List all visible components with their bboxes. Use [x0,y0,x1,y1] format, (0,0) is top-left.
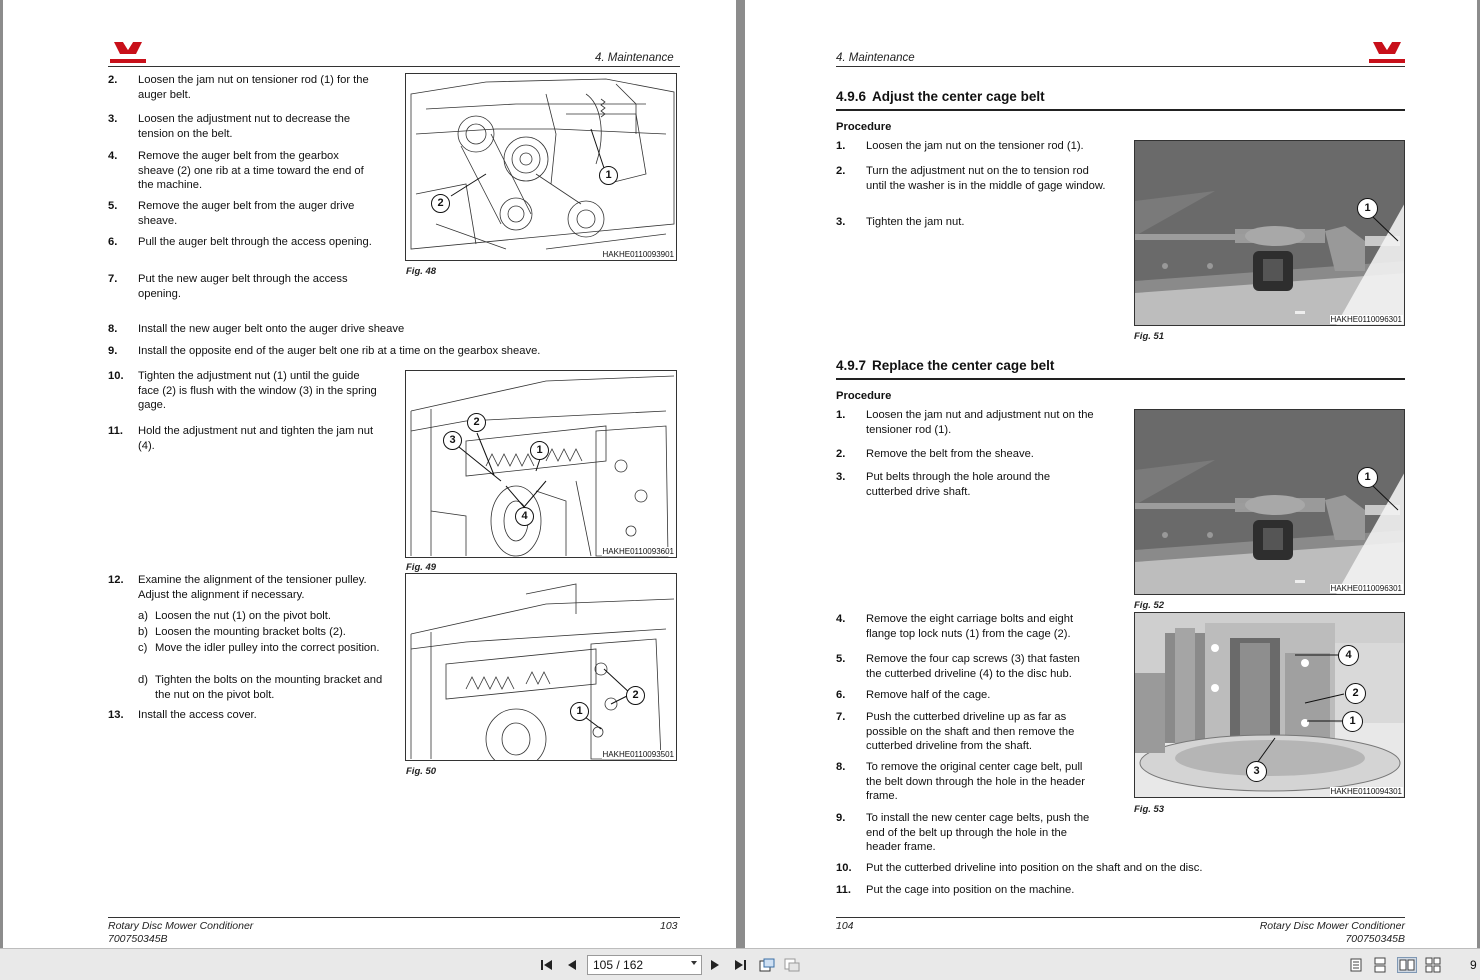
figure-code: HAKHE0110094301 [1330,787,1402,796]
figure-code: HAKHE0110096301 [1330,315,1402,324]
rotate-icon[interactable] [758,957,776,973]
figure-code: HAKHE0110093501 [602,750,674,759]
step-text: Put belts through the hole around the cutterbed drive shaft. [866,471,1051,498]
substep-text: Loosen the nut (1) on the pivot bolt. [155,610,332,622]
figure-51-caption: Fig. 51 [1134,331,1165,342]
step-text: Remove the belt from the sheave. [866,448,1034,460]
step-text: Loosen the jam nut on tensioner rod (1) for the auger belt. [138,74,369,101]
callout-1: 1 [1357,467,1378,488]
step-text: Loosen the adjustment nut to decrease the tension on the belt. [138,113,351,140]
next-page-icon[interactable] [706,957,724,973]
step-number: 7. [836,711,846,723]
callout-1: 1 [1342,711,1363,732]
figure-code: HAKHE0110093601 [602,547,674,556]
footer-doc-number: 700750345B [108,933,168,945]
step-text: Loosen the jam nut and adjustment nut on the tensioner rod (1). [866,409,1094,436]
figure-51-image [1134,140,1405,326]
step-number: 11. [108,425,123,437]
footer-page-number: 104 [836,920,854,932]
substep-letter: a) [138,610,148,622]
footer-doc-title: Rotary Disc Mower Conditioner [1259,920,1405,932]
callout-2: 2 [467,413,486,432]
figure-49-image [405,370,677,558]
procedure-label: Procedure [836,390,892,402]
callout-1: 1 [530,441,549,460]
step-number: 5. [108,200,118,212]
figure-50-caption: Fig. 50 [406,766,437,777]
step-text: Tighten the adjustment nut (1) until the guide face (2) is flush with the window (3) in the spring gage. [138,370,377,411]
figure-52-caption: Fig. 52 [1134,600,1165,611]
step-text: Loosen the jam nut on the tensioner rod (1). [866,140,1084,152]
footer-page-number: 103 [660,920,678,932]
section-title-4-9-6: 4.9.6 Adjust the center cage belt [836,89,1045,104]
substep-text: Move the idler pulley into the correct position. [155,642,380,654]
step-number: 9. [108,345,118,357]
prev-page-icon[interactable] [563,957,581,973]
step-text: Put the cage into position on the machine. [866,884,1075,896]
header-rule [836,66,1405,67]
callout-4: 4 [515,507,534,526]
footer-rule [836,917,1405,918]
brand-logo [1369,40,1405,66]
step-number: 4. [836,613,846,625]
step-number: 3. [836,471,846,483]
step-text: Install the opposite end of the auger belt one rib at a time on the gearbox sheave. [138,345,541,357]
step-text: Remove the eight carriage bolts and eight flange top lock nuts (1) from the cage (2). [866,613,1074,640]
callout-1: 1 [599,166,618,185]
step-number: 1. [836,140,846,152]
footer-rule [108,917,680,918]
step-text: Remove half of the cage. [866,689,991,701]
continuous-facing-icon[interactable] [1424,957,1442,973]
figure-48-caption: Fig. 48 [406,266,437,277]
section-rule [836,109,1405,111]
callout-1: 1 [1357,198,1378,219]
continuous-icon[interactable] [1371,957,1389,973]
figure-53-caption: Fig. 53 [1134,804,1165,815]
step-number: 10. [836,862,852,874]
procedure-label: Procedure [836,121,892,133]
step-number: 10. [108,370,124,382]
step-number: 1. [836,409,846,421]
step-number: 8. [836,761,846,773]
rotate-alt-icon[interactable] [783,957,801,973]
callout-2: 2 [626,686,645,705]
step-text: To install the new center cage belts, push the end of the belt up through the hole in the header frame. [866,812,1090,853]
footer-doc-title: Rotary Disc Mower Conditioner [108,920,254,932]
step-text: Put the new auger belt through the access opening. [138,273,348,300]
figure-53-image [1134,612,1405,798]
section-rule [836,378,1405,380]
viewer-toolbar [0,948,1480,980]
pdf-page-left: 4. Maintenance 2. Loosen the jam nut on tensioner rod (1) for the auger belt. 3. Loosen the adjustment nut to decrease the tension on the belt. 4. Remove the auger belt from the gearbox sheave (2) one rib at a time toward the end of the machine. 5. Remove the auger belt from the auger drive sheave. 6. Pull the auger belt through the access opening. 7. Put the new auger belt through the access opening. 8. Install the new auger belt onto the auger drive sheave 9. Install the opposite end of the auger belt one rib at a time on the gearbox sheave. 10. Tighten the adjustment nut (1) until the guide face (2) is flush with the window (3) in the spring gage. 11. Hold the adjustment nut and tighten the jam nut (4). 12. Examine the alignment of the tensioner pulley. Adjust the alignment if necessary. a) Loosen the nut (1) on the pivot bolt. b) Loosen the mounting bracket bolts (2). c) Move the idler pulley into the correct position. d) Tighten the bolts on the mounting bracket and the nut on the pivot bolt. 13. Install the access cover. 1 2 HAKHE0110093901 Fig. 48 1 2 3 4 HAKHE0110093601 Fig. 49 1 2 HAKHE0110093501 Fig. 50 Rotary Disc Mower Conditioner 700750345B 103 [3,0,736,948]
header-rule [108,66,680,67]
page-number-input[interactable]: 105 / 162 [587,955,702,975]
step-text: Remove the auger belt from the auger drive sheave. [138,200,355,227]
step-number: 6. [108,236,118,248]
step-text: Pull the auger belt through the access opening. [138,236,372,248]
step-number: 5. [836,653,846,665]
single-page-icon[interactable] [1347,957,1365,973]
running-head: 4. Maintenance [836,52,915,64]
figure-code: HAKHE0110096301 [1330,584,1402,593]
step-number: 7. [108,273,118,285]
chevron-down-icon[interactable] [691,961,697,965]
running-head: 4. Maintenance [595,52,674,64]
zoom-level[interactable]: 9 [1470,958,1477,972]
substep-text: Tighten the bolts on the mounting bracket and the nut on the pivot bolt. [155,674,383,701]
callout-4: 4 [1338,645,1359,666]
callout-1: 1 [570,702,589,721]
callout-2: 2 [1345,683,1366,704]
callout-3: 3 [443,431,462,450]
step-text: Tighten the jam nut. [866,216,965,228]
step-text: Turn the adjustment nut on the to tension rod until the washer is in the middle of gage window. [866,165,1106,192]
step-number: 4. [108,150,118,162]
footer-doc-number: 700750345B [1345,933,1405,945]
step-number: 2. [108,74,118,86]
substep-letter: d) [138,674,148,686]
figure-code: HAKHE0110093901 [602,250,674,259]
step-number: 6. [836,689,846,701]
step-text: Hold the adjustment nut and tighten the jam nut (4). [138,425,374,452]
substep-letter: b) [138,626,148,638]
step-number: 9. [836,812,846,824]
step-number: 2. [836,165,846,177]
brand-logo [110,40,146,66]
substep-letter: c) [138,642,148,654]
figure-49-caption: Fig. 49 [406,562,437,573]
step-number: 3. [108,113,118,125]
step-text: Remove the four cap screws (3) that fasten the cutterbed driveline (4) to the disc hub. [866,653,1080,680]
step-number: 11. [836,884,851,896]
step-number: 8. [108,323,118,335]
step-number: 3. [836,216,846,228]
callout-3: 3 [1246,761,1267,782]
step-text: Remove the auger belt from the gearbox sheave (2) one rib at a time toward the end of the machine. [138,150,364,191]
section-title-4-9-7: 4.9.7 Replace the center cage belt [836,358,1055,373]
step-number: 2. [836,448,846,460]
callout-2: 2 [431,194,450,213]
figure-50-image [405,573,677,761]
first-page-icon[interactable] [538,957,556,973]
step-text: Push the cutterbed driveline up as far as possible on the shaft and then remove the cutterbed driveline from the shaft. [866,711,1075,752]
facing-icon[interactable] [1397,957,1417,973]
figure-52-image [1134,409,1405,595]
step-text: Put the cutterbed driveline into position on the shaft and on the disc. [866,862,1203,874]
figure-48-image [405,73,677,261]
step-text: Install the new auger belt onto the auger drive sheave [138,323,405,335]
step-text: To remove the original center cage belt, pull the belt down through the hole in the header frame. [866,761,1085,802]
last-page-icon[interactable] [731,957,749,973]
substep-text: Loosen the mounting bracket bolts (2). [155,626,346,638]
pdf-page-right [745,0,1477,948]
